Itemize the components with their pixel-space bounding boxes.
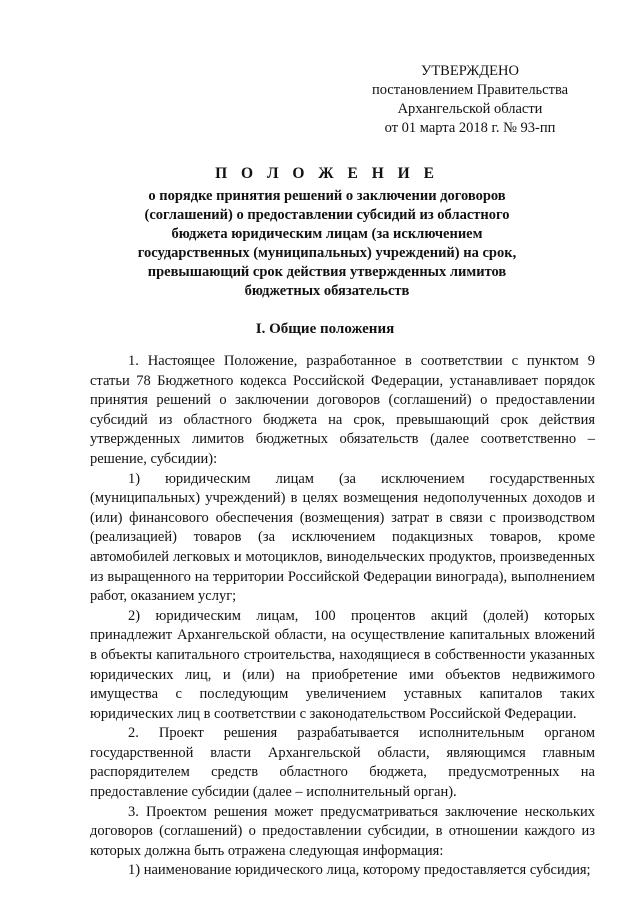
title-line: бюджетных обязательств xyxy=(244,283,410,299)
document-title xyxy=(112,163,542,301)
approval-line: Архангельской области xyxy=(397,101,543,117)
section-title: I. Общие положения xyxy=(255,321,395,337)
paragraph: 1) наименование юридического лица, которому предоставляется субсидия; xyxy=(128,862,591,879)
paragraph: 3. Проектом решения может предусматриваться заключение нескольких договоров (соглашений) о предоставлении субсидии, в отношении каждого из которых должна быть отражена следующая информация: xyxy=(90,803,595,859)
title-line: превышающий срок действия утвержденных лимитов xyxy=(147,264,507,280)
approval-line: постановлением Правительства xyxy=(371,82,569,98)
paragraph: 1. Настоящее Положение, разработанное в соответствии с пунктом 9 статьи 78 Бюджетного кодекса Российской Федерации, устанавливает порядок принятия решений о заключении договоров (соглашений) о предоставлении субсидий из областного бюджета на срок, превышающий срок действия утвержденных лимитов бюджетных обязательств (далее соответственно – решение, субсидии): xyxy=(90,353,595,467)
title-line: государственных (муниципальных) учреждений) на срок, xyxy=(137,245,517,261)
paragraph: 2) юридическим лицам, 100 процентов акций (долей) которых принадлежит Архангельской области, на осуществление капитальных вложений в объекты капитального строительства, находящиеся в собственности указанных юридических лиц, и (или) на приобретение ими объектов недвижимого имущества с последующим увеличением уставных капиталов таких юридических лиц в соответствии с законодательством Российской Федерации. xyxy=(90,607,595,722)
document-body xyxy=(90,352,595,881)
title-line: бюджета юридическим лицам (за исключением xyxy=(171,226,483,242)
paragraph: 2. Проект решения разрабатывается исполнительным органом государственной власти Архангельской области, являющимся главным распорядителем средств областного бюджета, предусмотренных на предоставление субсидии (далее – исполнительный орган). xyxy=(90,725,595,801)
approval-line: УТВЕРЖДЕНО xyxy=(421,63,519,79)
title-line: о порядке принятия решений о заключении договоров xyxy=(148,188,506,204)
title-line: (соглашений) о предоставлении субсидий из областного xyxy=(144,207,510,223)
paragraph: 1) юридическим лицам (за исключением государственных (муниципальных) учреждений) в целях возмещения недополученных доходов и (или) финансового обеспечения (возмещения) затрат в связи с производством (реализацией) товаров (за исключением подакцизных товаров, кроме автомобилей легковых и мотоциклов, винодельческих продуктов, произведенных из выращенного на территории Российской Федерации винограда), выполнением работ, оказанием услуг; xyxy=(90,470,595,605)
approval-line: от 01 марта 2018 г. № 93-пп xyxy=(384,120,556,136)
document-heading: П О Л О Ж Е Н И Е xyxy=(215,165,439,182)
approval-stamp xyxy=(340,62,600,138)
